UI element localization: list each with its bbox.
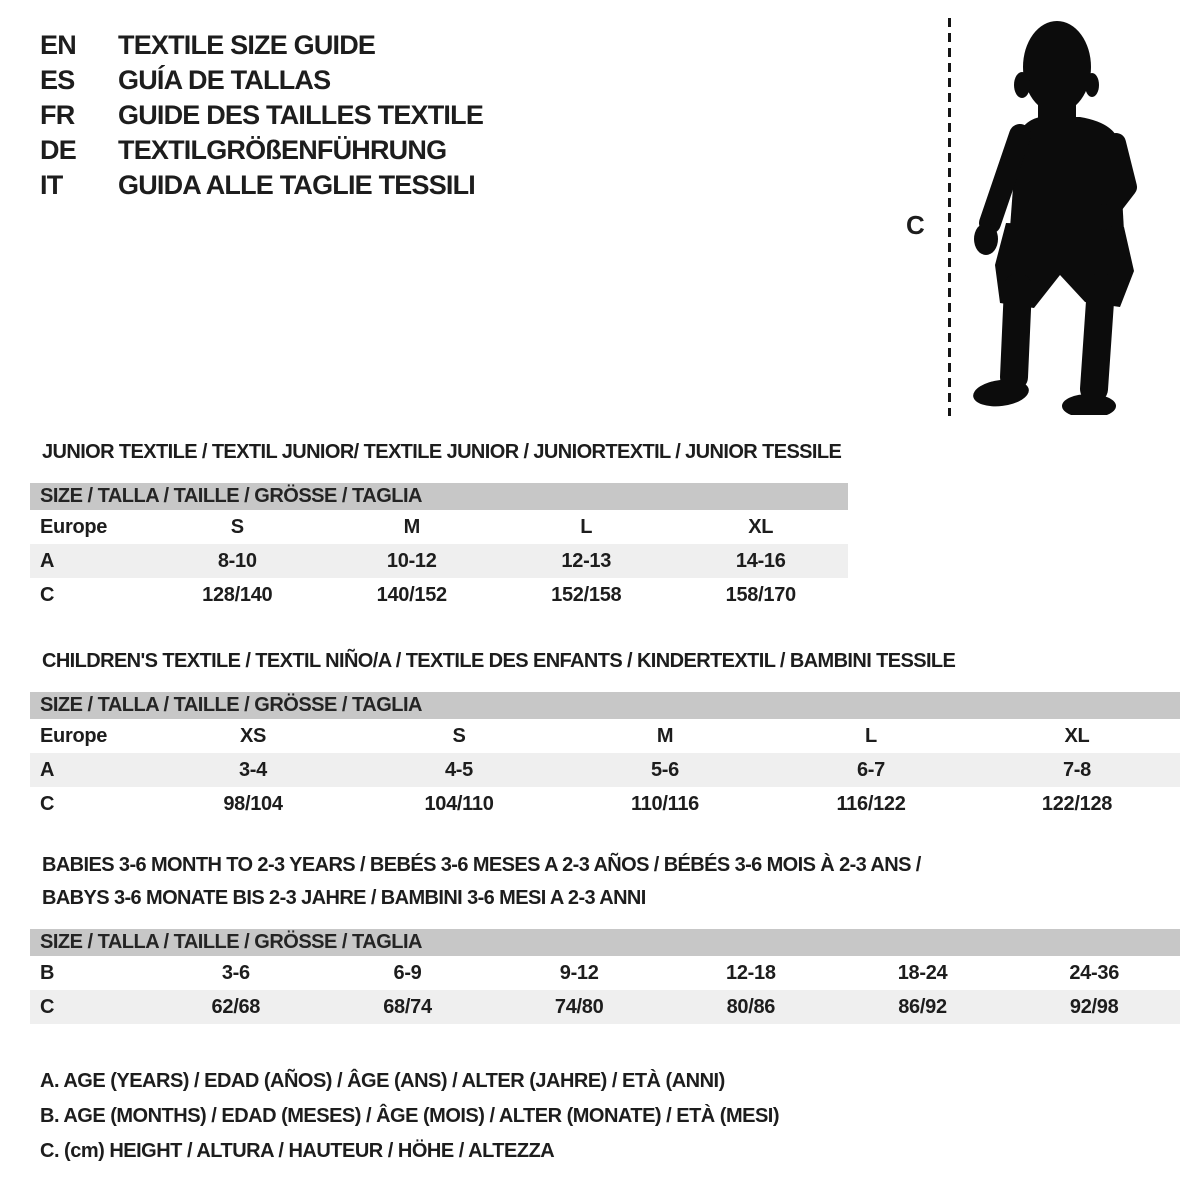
table-row [30, 578, 848, 612]
size-header-bar: SIZE / TALLA / TAILLE / GRÖSSE / TAGLIA [30, 929, 1180, 956]
table-row [30, 719, 1180, 753]
size-cell: 14-16 [735, 549, 786, 572]
silhouette-ear-left [1014, 72, 1030, 98]
silhouette-leg-right [1094, 287, 1101, 389]
silhouette-ear-right [1085, 73, 1099, 97]
size-cell: 3-6 [221, 961, 250, 984]
language-code: IT [40, 170, 63, 200]
toddler-silhouette-image [968, 15, 1138, 415]
language-row-es [40, 63, 483, 98]
size-header-bar: SIZE / TALLA / TAILLE / GRÖSSE / TAGLIA [30, 483, 848, 510]
size-cell: M [403, 515, 420, 538]
table-row [30, 510, 848, 544]
size-cell: 68/74 [383, 995, 432, 1018]
row-label: B [40, 961, 55, 984]
language-row-de [40, 133, 483, 168]
language-code: EN [40, 30, 76, 60]
size-header-bar: SIZE / TALLA / TAILLE / GRÖSSE / TAGLIA [30, 692, 1180, 719]
legend-line: B. AGE (MONTHS) / EDAD (MESES) / ÂGE (MOIS) / ALTER (MONATE) / ETÀ (MESI) [40, 1105, 780, 1127]
size-cell: 110/116 [631, 792, 699, 815]
size-cell: 5-6 [650, 758, 679, 781]
size-cell: 12-18 [726, 961, 776, 984]
size-cell: 4-5 [444, 758, 473, 781]
size-cell: L [580, 515, 593, 538]
size-cell: 62/68 [211, 995, 261, 1018]
section-title: CHILDREN'S TEXTILE / TEXTIL NIÑO/A / TEXTILE DES ENFANTS / KINDERTEXTIL / BAMBINI TESSILE [42, 650, 956, 672]
size-cell: 122/128 [1041, 792, 1113, 815]
language-code: DE [40, 135, 76, 165]
size-cell: 12-13 [561, 549, 612, 572]
row-label: A [40, 549, 55, 572]
size-cell: 10-12 [386, 549, 437, 572]
size-table [30, 692, 1180, 821]
language-title: GUIDA ALLE TAGLIE TESSILI [118, 170, 475, 200]
row-label: A [40, 758, 55, 781]
junior-section [30, 436, 848, 612]
size-table [30, 929, 1180, 1024]
size-cell: 9-12 [559, 961, 599, 984]
silhouette-hand-left [974, 223, 998, 255]
height-dashed-line [948, 18, 951, 416]
size-cell: 3-4 [238, 758, 267, 781]
legend-line: C. (cm) HEIGHT / ALTURA / HAUTEUR / HÖHE / ALTEZZA [40, 1140, 555, 1162]
size-cell: XS [239, 724, 267, 747]
language-row-fr [40, 98, 483, 133]
size-cell: XL [748, 515, 774, 538]
row-label: Europe [40, 724, 108, 747]
size-cell: 158/170 [725, 583, 796, 606]
table-row [30, 753, 1180, 787]
language-title: GUÍA DE TALLAS [118, 65, 331, 95]
table-row [30, 956, 1180, 990]
size-cell: 74/80 [554, 995, 604, 1018]
size-cell: 7-8 [1062, 758, 1091, 781]
section-title: BABYS 3-6 MONATE BIS 2-3 JAHRE / BAMBINI 3-6 MESI A 2-3 ANNI [42, 887, 646, 909]
measure-legend [40, 1064, 779, 1169]
row-label: C [40, 583, 55, 606]
row-label: C [40, 995, 55, 1018]
table-row [30, 990, 1180, 1024]
silhouette-foot-right [1062, 394, 1116, 415]
silhouette-hand-right [1093, 204, 1115, 230]
babies-section [30, 849, 1180, 1024]
size-cell: 104/110 [424, 792, 494, 815]
size-cell: 6-7 [856, 758, 885, 781]
language-row-en [40, 28, 483, 63]
height-measure-label: C [906, 210, 925, 240]
size-cell: 6-9 [393, 961, 422, 984]
children-section [30, 645, 1180, 821]
size-cell: S [452, 724, 466, 747]
size-cell: 128/140 [202, 583, 273, 606]
section-title: JUNIOR TEXTILE / TEXTIL JUNIOR/ TEXTILE JUNIOR / JUNIORTEXTIL / JUNIOR TESSILE [42, 441, 842, 463]
language-title: TEXTILE SIZE GUIDE [118, 30, 376, 60]
size-cell: 80/86 [726, 995, 776, 1018]
language-title: GUIDE DES TAILLES TEXTILE [118, 100, 484, 130]
size-cell: S [230, 515, 244, 538]
size-cell: 24-36 [1069, 961, 1120, 984]
language-code: ES [40, 65, 75, 95]
size-cell: 140/152 [376, 583, 447, 606]
table-row [30, 544, 848, 578]
size-cell: 152/158 [551, 583, 622, 606]
size-cell: 86/92 [898, 995, 947, 1018]
size-cell: XL [1064, 724, 1090, 747]
table-row [30, 787, 1180, 821]
size-cell: 116/122 [836, 792, 906, 815]
size-cell: M [656, 724, 674, 747]
language-title-list [40, 28, 483, 203]
row-label: Europe [40, 515, 108, 538]
size-cell: 92/98 [1069, 995, 1119, 1018]
language-code: FR [40, 100, 75, 130]
size-cell: L [865, 724, 877, 747]
row-label: C [40, 792, 55, 815]
language-title: TEXTILGRÖßENFÜHRUNG [118, 135, 447, 165]
size-cell: 8-10 [217, 549, 257, 572]
silhouette-leg-left [1014, 287, 1018, 377]
size-cell: 98/104 [223, 792, 283, 815]
language-row-it [40, 168, 483, 203]
section-title: BABIES 3-6 MONTH TO 2-3 YEARS / BEBÉS 3-6 MESES A 2-3 AÑOS / BÉBÉS 3-6 MOIS À 2-3 ANS / [42, 854, 921, 876]
size-table [30, 483, 848, 612]
legend-line: A. AGE (YEARS) / EDAD (AÑOS) / ÂGE (ANS) / ALTER (JAHRE) / ETÀ (ANNI) [40, 1070, 725, 1092]
size-cell: 18-24 [897, 961, 948, 984]
